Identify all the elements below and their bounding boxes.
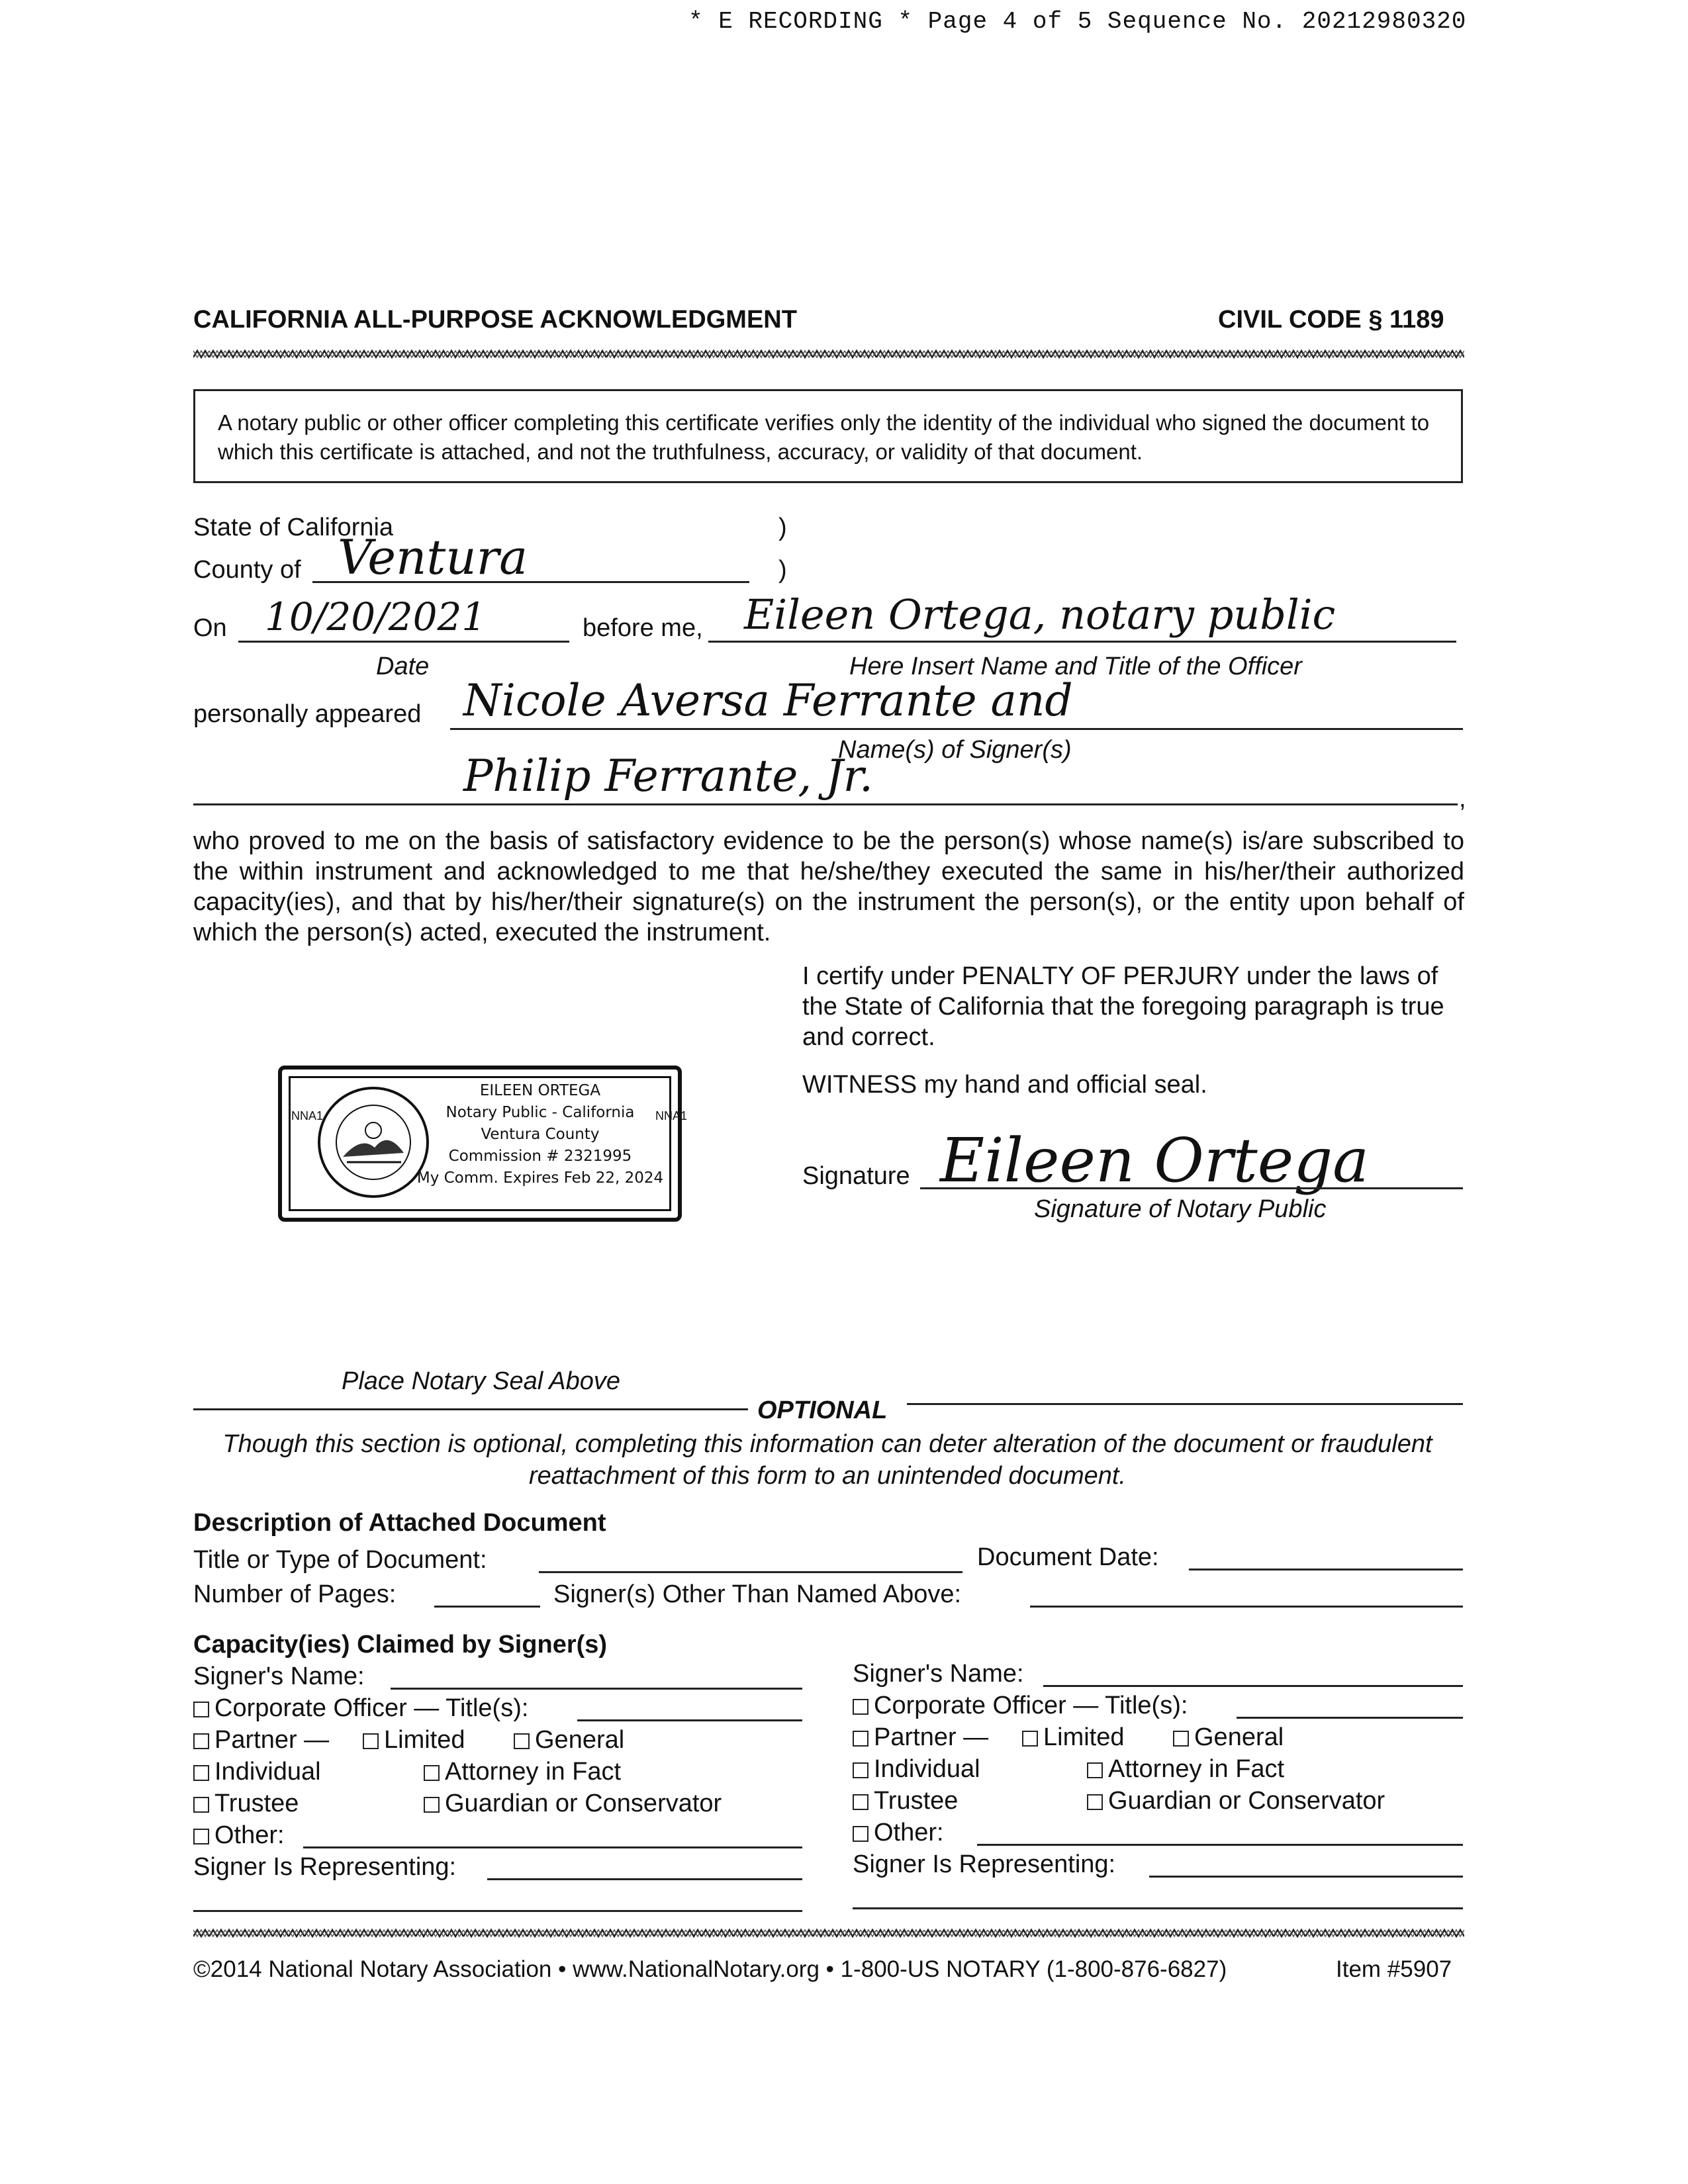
optional-rule-right (907, 1403, 1463, 1405)
left-general[interactable] (514, 1726, 624, 1754)
checkbox-icon[interactable] (424, 1797, 440, 1813)
checkbox-icon[interactable] (193, 1702, 209, 1717)
left-representing-field-2[interactable] (193, 1910, 802, 1912)
bracket-1: ) (778, 514, 787, 541)
signature-line (920, 1187, 1463, 1189)
checkbox-icon[interactable] (1173, 1731, 1189, 1747)
right-limited[interactable] (1022, 1723, 1125, 1752)
left-guardian[interactable] (424, 1790, 722, 1818)
seal-commission: Commission # 2321995 (448, 1148, 632, 1165)
right-other-field[interactable] (977, 1844, 1463, 1846)
left-trustee[interactable] (193, 1790, 299, 1818)
county-value[interactable]: Ventura (338, 529, 528, 585)
signature-caption: Signature of Notary Public (1034, 1195, 1327, 1223)
notice-box: A notary public or other officer completing this certificate verifies only the identity of the individual who signed the document to which this certificate is attached, and not the truthfulness, accuracy, or validity of that document. (193, 389, 1463, 483)
right-other[interactable] (853, 1819, 944, 1847)
left-trustee-label: Trustee (214, 1790, 299, 1817)
left-partner[interactable] (193, 1726, 329, 1754)
checkbox-icon[interactable] (853, 1731, 868, 1747)
date-caption: Date (376, 653, 430, 680)
checkbox-icon[interactable] (853, 1762, 868, 1778)
footer-text: ©2014 National Notary Association • www.NationalNotary.org • 1-800-US NOTARY (1-800-876-6827) (193, 1956, 1227, 1982)
seal-side-code-right: NNA1 (655, 1109, 688, 1122)
optional-rule-left (193, 1408, 748, 1410)
right-individual[interactable] (853, 1755, 980, 1784)
left-individual-label: Individual (214, 1758, 321, 1786)
checkbox-icon[interactable] (363, 1733, 379, 1749)
notary-signature[interactable]: Eileen Ortega (940, 1125, 1369, 1196)
checkbox-icon[interactable] (193, 1797, 209, 1813)
seal-caption: Place Notary Seal Above (342, 1367, 621, 1395)
comma: , (1459, 785, 1466, 813)
left-other-label: Other: (214, 1821, 285, 1849)
right-limited-label: Limited (1043, 1723, 1125, 1751)
officer-value[interactable]: Eileen Ortega, notary public (744, 590, 1336, 639)
right-signer-name-label: Signer's Name: (853, 1660, 1024, 1688)
left-corporate-officer-label: Corporate Officer — Title(s): (214, 1694, 529, 1722)
acknowledgment-paragraph: who proved to me on the basis of satisfactory evidence to be the person(s) whose name(s) is/are subscribed to the within instrument and acknowledged to me that he/she/they executed the same in his/her/their authorized capacity(ies), and that by his/her/their signature(s) on the instrument the person(s), or the entity upon behalf of which the person(s) acted, executed the instrument. (193, 827, 1464, 946)
other-signers-field[interactable] (1030, 1606, 1463, 1608)
appeared-label: personally appeared (193, 700, 422, 728)
left-limited[interactable] (363, 1726, 465, 1754)
checkbox-icon[interactable] (193, 1765, 209, 1781)
checkbox-icon[interactable] (1022, 1731, 1038, 1747)
left-signer-name-field[interactable] (391, 1688, 802, 1690)
pages-field[interactable] (434, 1606, 540, 1608)
right-trustee-label: Trustee (874, 1787, 959, 1815)
left-partner-label: Partner — (214, 1726, 330, 1754)
left-attorney[interactable] (424, 1758, 621, 1786)
state-label: State of California (193, 514, 394, 541)
signers-caption: Name(s) of Signer(s) (838, 736, 1072, 764)
right-individual-label: Individual (874, 1755, 980, 1783)
right-attorney-label: Attorney in Fact (1108, 1755, 1285, 1783)
left-signer-name-label: Signer's Name: (193, 1662, 365, 1690)
left-other[interactable] (193, 1821, 285, 1850)
doc-title-label: Title or Type of Document: (193, 1546, 487, 1574)
county-line (312, 581, 749, 583)
checkbox-icon[interactable] (853, 1794, 868, 1810)
seal-expires: My Comm. Expires Feb 22, 2024 (416, 1169, 664, 1187)
date-line (238, 641, 569, 643)
right-signer-name-field[interactable] (1043, 1685, 1463, 1687)
optional-heading: OPTIONAL (757, 1396, 888, 1424)
right-attorney[interactable] (1087, 1755, 1284, 1784)
left-corporate-officer[interactable] (193, 1694, 528, 1723)
left-limited-label: Limited (384, 1726, 465, 1754)
right-general[interactable] (1173, 1723, 1284, 1752)
civil-code: CIVIL CODE § 1189 (1218, 306, 1444, 334)
checkbox-icon[interactable] (514, 1733, 530, 1749)
checkbox-icon[interactable] (193, 1733, 209, 1749)
right-other-label: Other: (874, 1819, 944, 1846)
officer-caption: Here Insert Name and Title of the Officer (849, 653, 1302, 680)
checkbox-icon[interactable] (424, 1765, 440, 1781)
right-partner[interactable] (853, 1723, 988, 1752)
capacity-heading: Capacity(ies) Claimed by Signer(s) (193, 1631, 608, 1659)
doc-date-label: Document Date: (977, 1543, 1159, 1571)
left-general-label: General (535, 1726, 625, 1754)
right-guardian-label: Guardian or Conservator (1108, 1787, 1385, 1815)
seal-title: Notary Public - California (445, 1104, 635, 1121)
right-partner-label: Partner — (874, 1723, 989, 1751)
before-me-label: before me, (583, 614, 703, 642)
certify-text: I certify under PENALTY OF PERJURY under the laws of the State of California that the foregoing paragraph is true and correct. (802, 962, 1444, 1051)
officer-line (708, 641, 1456, 643)
pages-label: Number of Pages: (193, 1580, 397, 1608)
right-trustee[interactable] (853, 1787, 958, 1815)
seal-county: Ventura County (481, 1126, 600, 1143)
seal-name: EILEEN ORTEGA (479, 1082, 601, 1099)
right-corporate-officer-label: Corporate Officer — Title(s): (874, 1692, 1188, 1719)
left-representing-label: Signer Is Representing: (193, 1853, 457, 1881)
seal-text-block (414, 1080, 666, 1189)
form-title: CALIFORNIA ALL-PURPOSE ACKNOWLEDGMENT (193, 306, 797, 334)
on-label: On (193, 614, 227, 642)
right-guardian[interactable] (1087, 1787, 1385, 1815)
signers-value-1[interactable]: Nicole Aversa Ferrante and (463, 675, 1073, 726)
decorative-border-bottom (193, 1927, 1464, 1939)
county-label: County of (193, 556, 301, 584)
checkbox-icon[interactable] (1087, 1794, 1103, 1810)
doc-title-field[interactable] (539, 1571, 962, 1573)
right-representing-field[interactable] (1149, 1876, 1463, 1878)
signers-line-1 (450, 728, 1463, 730)
date-value[interactable]: 10/20/2021 (265, 594, 487, 639)
signers-value-2[interactable]: Philip Ferrante, Jr. (463, 751, 873, 801)
right-officer-title-field[interactable] (1237, 1717, 1463, 1719)
checkbox-icon[interactable] (1087, 1762, 1103, 1778)
checkbox-icon[interactable] (853, 1826, 868, 1842)
right-corporate-officer[interactable] (853, 1692, 1188, 1720)
signers-line-2 (193, 803, 1458, 805)
decorative-border-top (193, 348, 1464, 360)
witness-text: WITNESS my hand and official seal. (802, 1071, 1207, 1099)
left-attorney-label: Attorney in Fact (445, 1758, 622, 1786)
footer-item: Item #5907 (1336, 1956, 1452, 1982)
right-general-label: General (1194, 1723, 1284, 1751)
left-individual[interactable] (193, 1758, 321, 1786)
left-officer-title-field[interactable] (577, 1719, 802, 1721)
left-representing-field[interactable] (487, 1878, 802, 1880)
left-other-field[interactable] (303, 1846, 802, 1848)
signature-label: Signature (802, 1162, 910, 1190)
desc-heading: Description of Attached Document (193, 1509, 606, 1537)
recording-header: * E RECORDING * Page 4 of 5 Sequence No. 20212980320 (688, 8, 1467, 35)
left-guardian-label: Guardian or Conservator (445, 1790, 722, 1817)
checkbox-icon[interactable] (853, 1699, 868, 1715)
other-signers-label: Signer(s) Other Than Named Above: (553, 1580, 962, 1608)
doc-date-field[interactable] (1189, 1569, 1463, 1570)
bracket-2: ) (778, 556, 787, 584)
right-representing-label: Signer Is Representing: (853, 1850, 1116, 1878)
right-representing-field-2[interactable] (853, 1907, 1463, 1909)
notary-seal-stamp (278, 1066, 688, 1222)
seal-side-code-left: NNA1 (291, 1109, 324, 1122)
optional-note: Though this section is optional, completing this information can deter alteration of the document or fraudulent reattachment of this form to an unintended document. (222, 1430, 1432, 1490)
checkbox-icon[interactable] (193, 1829, 209, 1844)
